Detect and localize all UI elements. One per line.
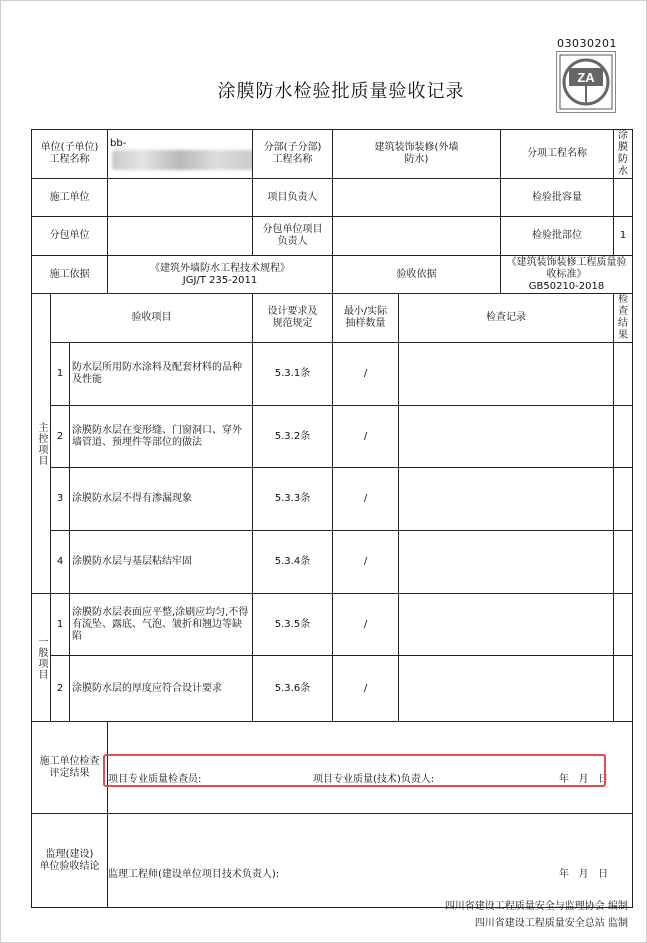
main-item-text: 防水层所用防水涂料及配套材料的品种及性能: [70, 343, 253, 406]
construction-date: 年 月 日: [559, 774, 609, 785]
acceptance-basis-value[interactable]: 《建筑装饰装修工程质量验收标准》 GB50210-2018: [501, 256, 633, 294]
general-item-record[interactable]: [399, 656, 614, 722]
subcontract-label: 分包单位: [32, 217, 108, 256]
supervision-engineer-label: 监理工程师(建设单位项目技术负责人):: [108, 869, 280, 880]
main-item-no: 4: [51, 531, 70, 594]
general-item-spec: 5.3.6条: [253, 656, 333, 722]
general-item-spec: 5.3.5条: [253, 594, 333, 656]
redacted-project-name: [112, 150, 253, 170]
subdivision-value[interactable]: 建筑装饰装修(外墙 防水): [333, 130, 501, 179]
main-item-spec: 5.3.2条: [253, 406, 333, 468]
general-item-result[interactable]: [614, 656, 633, 722]
item-name-label: 分项工程名称: [501, 130, 614, 179]
unit-name-label: 单位(子单位) 工程名称: [32, 130, 108, 179]
batch-capacity-value[interactable]: [614, 179, 633, 217]
general-items-group: [32, 594, 51, 722]
main-item-no: 3: [51, 468, 70, 531]
general-item-no: 1: [51, 594, 70, 656]
general-items-label: 一般项目: [36, 635, 47, 680]
main-item-record[interactable]: [399, 531, 614, 594]
main-item-result[interactable]: [614, 343, 633, 406]
general-item-record[interactable]: [399, 594, 614, 656]
main-item-spec: 5.3.4条: [253, 531, 333, 594]
project-manager-value[interactable]: [333, 179, 501, 217]
batch-capacity-label: 检验批容量: [501, 179, 614, 217]
construction-unit-value[interactable]: [108, 179, 253, 217]
highlight-box: [103, 754, 609, 787]
col-result-header: 检查 结果: [614, 294, 633, 343]
subcontract-value[interactable]: [108, 217, 253, 256]
unit-name-prefix: bb-: [110, 138, 127, 149]
form-code: 03030201: [557, 37, 617, 50]
construction-unit-label: 施工单位: [32, 179, 108, 217]
footer-editor: 四川省建设工程质量安全与监理协会 编制: [444, 901, 628, 912]
main-item-record[interactable]: [399, 343, 614, 406]
main-item-record[interactable]: [399, 468, 614, 531]
quality-inspector-label: 项目专业质量检查员:: [108, 774, 202, 785]
footer-supervisor: 四川省建设工程质量安全总站 监制: [474, 918, 628, 929]
construction-check-label: 施工单位检查 评定结果: [32, 722, 108, 814]
basis-label: 施工依据: [32, 256, 108, 294]
basis-value[interactable]: 《建筑外墙防水工程技术规程》 JGJ/T 235-2011: [108, 256, 333, 294]
unit-name-value[interactable]: [108, 130, 253, 179]
main-item-text: 涂膜防水层在变形缝、门窗洞口、穿外墙管道、预埋件等部位的做法: [70, 406, 253, 468]
item-name-value[interactable]: 涂膜防水: [614, 130, 633, 179]
general-item-text: 涂膜防水层的厚度应符合设计要求: [70, 656, 253, 722]
general-item-result[interactable]: [614, 594, 633, 656]
main-item-result[interactable]: [614, 406, 633, 468]
main-item-text: 涂膜防水层不得有渗漏现象: [70, 468, 253, 531]
main-item-sample[interactable]: /: [333, 406, 399, 468]
supervision-area[interactable]: [108, 814, 633, 908]
svg-text:ZA: ZA: [577, 70, 595, 85]
subcontract-manager-label: 分包单位项目 负责人: [253, 217, 333, 256]
main-item-sample[interactable]: /: [333, 531, 399, 594]
main-item-no: 2: [51, 406, 70, 468]
col-design-header: 设计要求及 规范规定: [253, 294, 333, 343]
main-item-sample[interactable]: /: [333, 343, 399, 406]
main-item-text: 涂膜防水层与基层粘结牢固: [70, 531, 253, 594]
subdivision-label: 分部(子分部) 工程名称: [253, 130, 333, 179]
supervision-label: 监理(建设) 单位验收结论: [32, 814, 108, 908]
main-item-result[interactable]: [614, 468, 633, 531]
general-item-text: 涂膜防水层表面应平整,涂刷应均匀,不得有流坠、露底、气泡、皱折和翘边等缺陷: [70, 594, 253, 656]
col-sample-header: 最小/实际 抽样数量: [333, 294, 399, 343]
col-item-header: 验收项目: [51, 294, 253, 343]
subcontract-manager-value[interactable]: [333, 217, 501, 256]
main-item-sample[interactable]: /: [333, 468, 399, 531]
general-item-sample[interactable]: /: [333, 594, 399, 656]
batch-location-label: 检验批部位: [501, 217, 614, 256]
main-items-group: [32, 294, 51, 594]
acceptance-basis-label: 验收依据: [333, 256, 501, 294]
general-item-sample[interactable]: /: [333, 656, 399, 722]
main-item-no: 1: [51, 343, 70, 406]
general-item-no: 2: [51, 656, 70, 722]
batch-location-value[interactable]: 1: [614, 217, 633, 256]
supervision-date: 年 月 日: [559, 869, 609, 880]
col-record-header: 检查记录: [399, 294, 614, 343]
project-manager-label: 项目负责人: [253, 179, 333, 217]
acceptance-table: [31, 129, 633, 908]
quality-tech-manager-label: 项目专业质量(技术)负责人:: [313, 774, 435, 785]
za-seal-icon: [557, 52, 615, 112]
main-items-label: 主控项目: [36, 421, 47, 466]
main-item-result[interactable]: [614, 531, 633, 594]
main-item-record[interactable]: [399, 406, 614, 468]
main-item-spec: 5.3.1条: [253, 343, 333, 406]
main-item-spec: 5.3.3条: [253, 468, 333, 531]
form-title: 涂膜防水检验批质量验收记录: [217, 81, 465, 102]
za-logo: [556, 51, 616, 113]
